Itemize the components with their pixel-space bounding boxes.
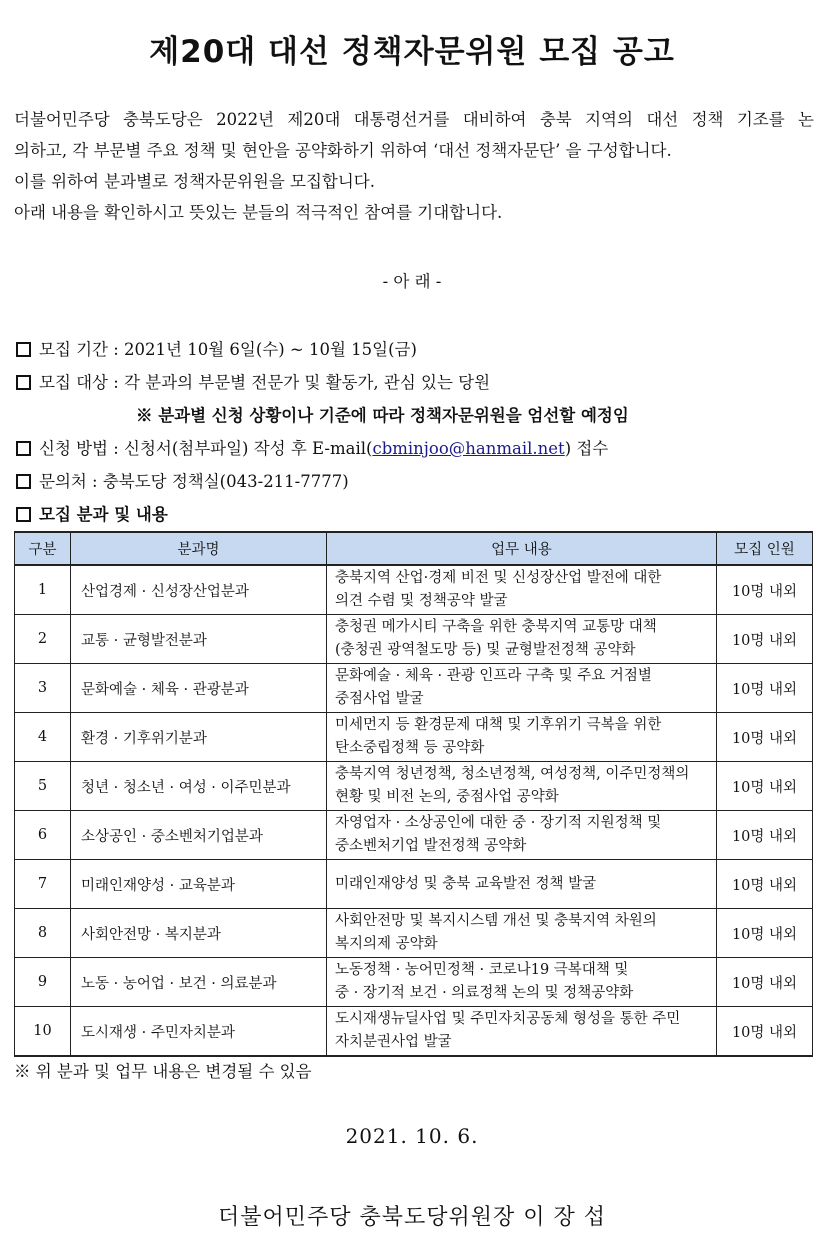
- recruit-target-note: [14, 399, 814, 432]
- announcement-date: 2021. 10. 6.: [345, 1124, 479, 1148]
- table-row: [15, 664, 813, 713]
- email-link[interactable]: cbminjoo@hanmail.net: [372, 439, 565, 458]
- work-line: 미래인재양성 및 충북 교육발전 정책 발굴: [335, 875, 597, 892]
- work-content: [327, 909, 717, 958]
- header-category: 구분: [15, 532, 71, 565]
- work-line: 중점사업 발굴: [335, 691, 424, 707]
- row-number: 10: [15, 1007, 71, 1057]
- table-row: [15, 860, 813, 909]
- recruit-count: 10명 내외: [717, 1007, 813, 1057]
- contact-text: 문의처 : 충북도당 정책실(043-211-7777): [39, 472, 349, 491]
- table-row: [15, 958, 813, 1007]
- row-number: 2: [15, 615, 71, 664]
- division-name: 미래인재양성 · 교육분과: [71, 860, 327, 909]
- work-content: [327, 565, 717, 615]
- signer-name: 더불어민주당 충북도당위원장 이 장 섭: [217, 1205, 606, 1230]
- recruitment-details: [14, 333, 814, 531]
- work-content: [327, 664, 717, 713]
- intro-paragraph: [14, 104, 814, 228]
- work-line: 탄소중립정책 등 공약화: [335, 740, 485, 756]
- division-name: 소상공인 · 중소벤처기업분과: [71, 811, 327, 860]
- intro-line-3: 이를 위하여 분과별로 정책자문위원을 모집합니다.: [14, 172, 375, 191]
- work-content: [327, 1007, 717, 1057]
- divisions-heading-item: [14, 498, 814, 531]
- intro-line-2: 의하고, 각 부문별 주요 정책 및 현안을 공약화하기 위하여 ‘대선 정책자문단’ 을 구성합니다.: [14, 141, 672, 160]
- apply-method-item: [14, 432, 814, 465]
- division-name: 환경 · 기후위기분과: [71, 713, 327, 762]
- work-line: 미세먼지 등 환경문제 대책 및 기후위기 극복을 위한: [335, 717, 662, 733]
- work-line: 충청권 메가시티 구축을 위한 충북지역 교통망 대책: [335, 619, 657, 635]
- recruit-count: 10명 내외: [717, 615, 813, 664]
- table-row: [15, 1007, 813, 1057]
- checkbox-bullet-icon: [16, 441, 31, 456]
- work-content: [327, 615, 717, 664]
- recruit-target-text: 모집 대상 : 각 분과의 부문별 전문가 및 활동가, 관심 있는 당원: [39, 373, 491, 392]
- apply-method-suffix: ) 접수: [564, 439, 609, 458]
- table-row: [15, 615, 813, 664]
- division-name: 도시재생 · 주민자치분과: [71, 1007, 327, 1057]
- work-line: 충북지역 산업·경제 비전 및 신성장산업 발전에 대한: [335, 570, 662, 586]
- recruit-count: 10명 내외: [717, 860, 813, 909]
- work-content: [327, 762, 717, 811]
- section-divider-label: - 아 래 -: [382, 272, 442, 291]
- work-line: 노동정책 · 농어민정책 · 코로나19 극복대책 및: [335, 962, 629, 978]
- row-number: 9: [15, 958, 71, 1007]
- work-line: 문화예술 · 체육 · 관광 인프라 구축 및 주요 거점별: [335, 668, 652, 684]
- work-content: [327, 811, 717, 860]
- header-recruit-count: 모집 인원: [717, 532, 813, 565]
- intro-line-4: 아래 내용을 확인하시고 뜻있는 분들의 적극적인 참여를 기대합니다.: [14, 203, 503, 222]
- table-row: [15, 811, 813, 860]
- division-name: 노동 · 농어업 · 보건 · 의료분과: [71, 958, 327, 1007]
- work-line: 자치분권사업 발굴: [335, 1034, 452, 1050]
- table-row: [15, 762, 813, 811]
- table-header-row: [15, 532, 813, 565]
- divisions-table: [14, 531, 813, 1057]
- table-row: [15, 713, 813, 762]
- work-line: 의견 수렴 및 정책공약 발굴: [335, 593, 508, 609]
- recruit-period-text: 모집 기간 : 2021년 10월 6일(수) ~ 10월 15일(금): [39, 340, 417, 359]
- work-line: 사회안전망 및 복지시스템 개선 및 충북지역 차원의: [335, 913, 657, 929]
- contact-item: [14, 465, 814, 498]
- checkbox-bullet-icon: [16, 375, 31, 390]
- recruit-count: 10명 내외: [717, 958, 813, 1007]
- recruit-count: 10명 내외: [717, 664, 813, 713]
- header-division-name: 분과명: [71, 532, 327, 565]
- checkbox-bullet-icon: [16, 474, 31, 489]
- recruit-period-item: [14, 333, 814, 366]
- work-line: 복지의제 공약화: [335, 936, 438, 952]
- recruit-target-note-text: ※ 분과별 신청 상황이나 기준에 따라 정책자문위원을 엄선할 예정임: [136, 406, 629, 425]
- work-line: (충청권 광역철도망 등) 및 균형발전정책 공약화: [335, 642, 636, 658]
- work-line: 중소벤처기업 발전정책 공약화: [335, 838, 527, 854]
- checkbox-bullet-icon: [16, 342, 31, 357]
- row-number: 6: [15, 811, 71, 860]
- row-number: 4: [15, 713, 71, 762]
- division-name: 사회안전망 · 복지분과: [71, 909, 327, 958]
- divisions-heading-text: 모집 분과 및 내용: [39, 505, 168, 524]
- table-row: [15, 565, 813, 615]
- row-number: 7: [15, 860, 71, 909]
- work-line: 도시재생뉴딜사업 및 주민자치공동체 형성을 통한 주민: [335, 1011, 681, 1027]
- intro-line-1: 더불어민주당 충북도당은 2022년 제20대 대통령선거를 대비하여 충북 지역의 대선 정책 기조를 논: [14, 110, 814, 129]
- table-row: [15, 909, 813, 958]
- apply-method-prefix: 신청 방법 : 신청서(첨부파일) 작성 후 E-mail(: [39, 439, 373, 458]
- change-notice: ※ 위 분과 및 업무 내용은 변경될 수 있음: [14, 1062, 312, 1081]
- row-number: 3: [15, 664, 71, 713]
- row-number: 8: [15, 909, 71, 958]
- division-name: 청년 · 청소년 · 여성 · 이주민분과: [71, 762, 327, 811]
- recruit-count: 10명 내외: [717, 909, 813, 958]
- recruit-count: 10명 내외: [717, 762, 813, 811]
- work-line: 현황 및 비전 논의, 중점사업 공약화: [335, 789, 559, 805]
- header-work: 업무 내용: [327, 532, 717, 565]
- page-title: 제20대 대선 정책자문위원 모집 공고: [149, 34, 675, 70]
- recruit-count: 10명 내외: [717, 811, 813, 860]
- work-content: [327, 860, 717, 909]
- recruit-target-item: [14, 366, 814, 399]
- work-line: 중 · 장기적 보건 · 의료정책 논의 및 정책공약화: [335, 985, 634, 1001]
- work-line: 자영업자 · 소상공인에 대한 중 · 장기적 지원정책 및: [335, 815, 662, 831]
- recruit-count: 10명 내외: [717, 565, 813, 615]
- work-content: [327, 713, 717, 762]
- recruit-count: 10명 내외: [717, 713, 813, 762]
- checkbox-bullet-icon: [16, 507, 31, 522]
- row-number: 5: [15, 762, 71, 811]
- division-name: 교통 · 균형발전분과: [71, 615, 327, 664]
- work-line: 충북지역 청년정책, 청소년정책, 여성정책, 이주민정책의: [335, 766, 690, 782]
- division-name: 산업경제 · 신성장산업분과: [71, 565, 327, 615]
- work-content: [327, 958, 717, 1007]
- row-number: 1: [15, 565, 71, 615]
- division-name: 문화예술 · 체육 · 관광분과: [71, 664, 327, 713]
